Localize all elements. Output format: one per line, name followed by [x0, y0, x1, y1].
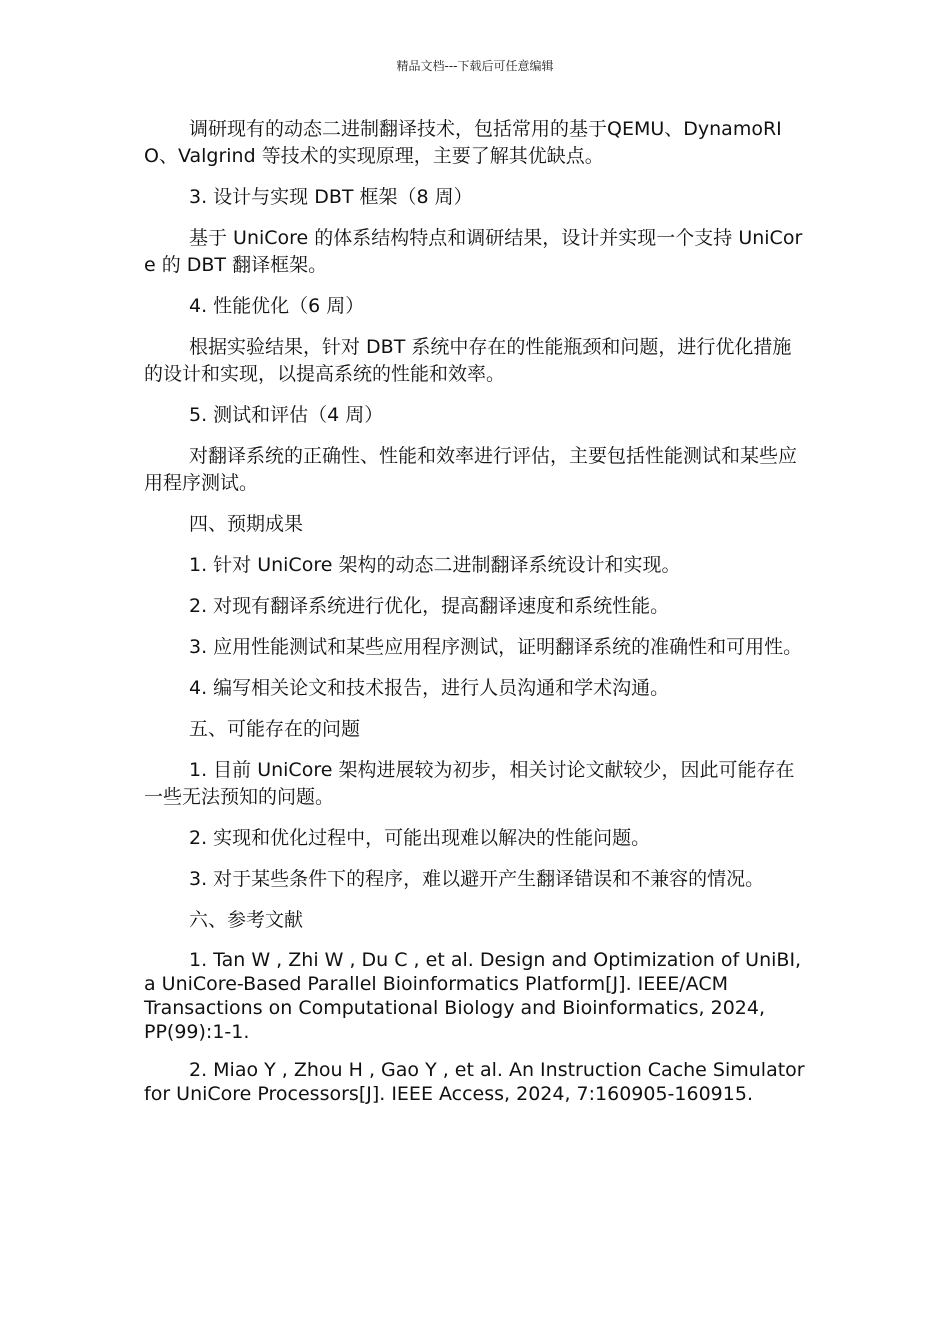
paragraph-testing: 对翻译系统的正确性、性能和效率进行评估，主要包括性能测试和某些应用程序测试。	[144, 445, 798, 494]
page-header: 精品文档---下载后可任意编辑	[396, 59, 554, 73]
section-heading-references: 六、参考文献	[189, 909, 304, 931]
section-heading-outcomes: 四、预期成果	[189, 513, 304, 535]
outcome-item: 1. 针对 UniCore 架构的动态二进制翻译系统设计和实现。	[189, 554, 681, 576]
problem-item: 3. 对于某些条件下的程序，难以避开产生翻译错误和不兼容的情况。	[189, 868, 765, 890]
problem-item: 2. 实现和优化过程中，可能出现难以解决的性能问题。	[189, 827, 651, 849]
heading-optimization: 4. 性能优化（6 周）	[189, 295, 365, 317]
heading-design-dbt: 3. 设计与实现 DBT 框架（8 周）	[189, 186, 473, 208]
outcome-item: 2. 对现有翻译系统进行优化，提高翻译速度和系统性能。	[189, 595, 670, 617]
problem-item: 1. 目前 UniCore 架构进展较为初步，相关讨论文献较少，因此可能存在一些无法预知的问题。	[144, 759, 795, 808]
document-body	[144, 116, 810, 1120]
heading-testing: 5. 测试和评估（4 周）	[189, 404, 384, 426]
paragraph-research: 调研现有的动态二进制翻译技术，包括常用的基于QEMU、DynamoRIO、Valgrind 等技术的实现原理，主要了解其优缺点。	[144, 118, 782, 167]
outcome-item: 3. 应用性能测试和某些应用程序测试，证明翻译系统的准确性和可用性。	[189, 636, 803, 658]
reference-item: 2. Miao Y , Zhou H , Gao Y , et al. An Instruction Cache Simulator for UniCore Processors[J]. IEEE Access, 2024, 7:160905-160915.	[144, 1059, 805, 1105]
reference-item: 1. Tan W , Zhi W , Du C , et al. Design and Optimization of UniBI, a UniCore-Based Parallel Bioinformatics Platform[J]. IEEE/ACM Transactions on Computational Biology and Bioinformatics, 2024, PP(99):1-1.	[144, 949, 802, 1043]
paragraph-design-dbt: 基于 UniCore 的体系结构特点和调研结果，设计并实现一个支持 UniCore 的 DBT 翻译框架。	[144, 227, 803, 276]
outcome-item: 4. 编写相关论文和技术报告，进行人员沟通和学术沟通。	[189, 677, 670, 699]
section-heading-problems: 五、可能存在的问题	[189, 718, 361, 740]
paragraph-optimization: 根据实验结果，针对 DBT 系统中存在的性能瓶颈和问题，进行优化措施的设计和实现，以提高系统的性能和效率。	[144, 336, 792, 385]
